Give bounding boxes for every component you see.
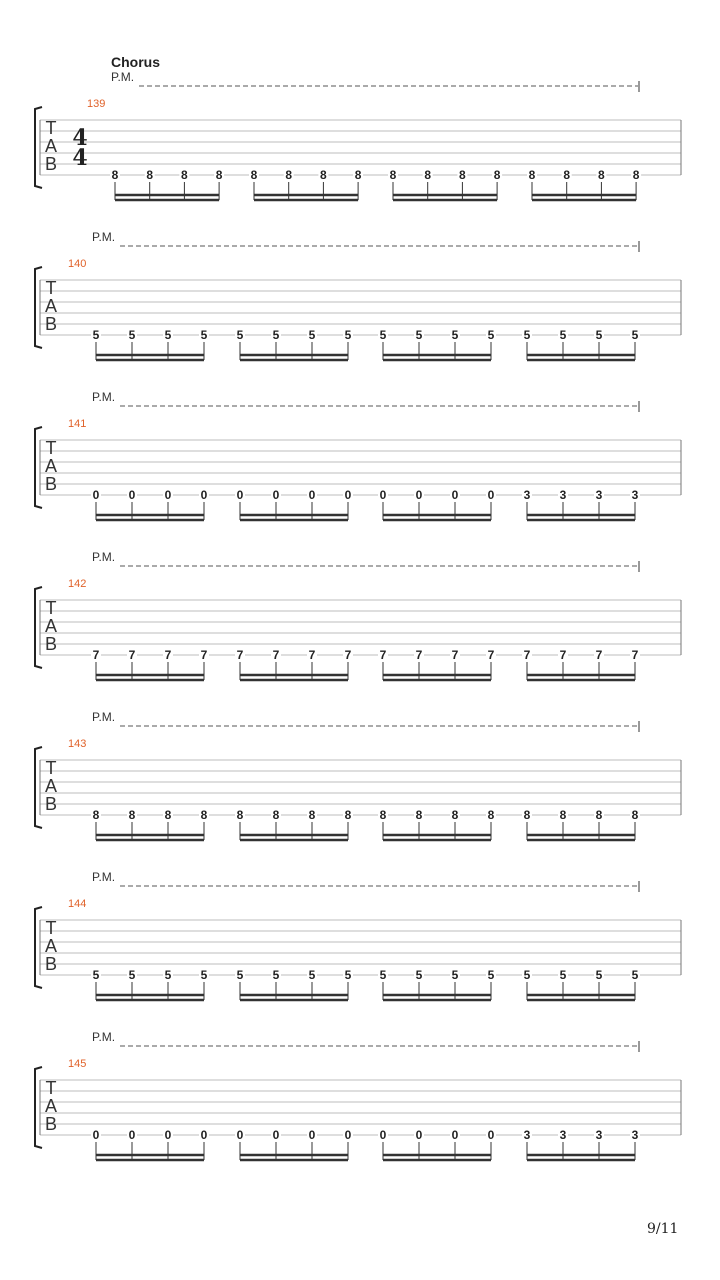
- palm-mute-label: P.M.: [92, 550, 116, 564]
- fret-number: 5: [631, 328, 639, 342]
- fret-number: 0: [451, 1128, 459, 1142]
- fret-number: 5: [487, 968, 495, 982]
- fret-number: 0: [487, 1128, 495, 1142]
- system-bracket: [35, 907, 42, 988]
- fret-number: 3: [631, 488, 639, 502]
- fret-number: 0: [308, 1128, 316, 1142]
- tab-system: [35, 710, 681, 840]
- fret-number: 8: [111, 168, 119, 182]
- fret-number: 7: [523, 648, 531, 662]
- fret-number: 5: [523, 968, 531, 982]
- fret-number: 0: [92, 1128, 100, 1142]
- fret-number: 7: [200, 648, 208, 662]
- tab-clef-letter: B: [44, 794, 58, 814]
- tab-clef-letter: T: [45, 438, 57, 458]
- fret-number: 8: [164, 808, 172, 822]
- palm-mute-label: P.M.: [92, 870, 116, 884]
- measure-number: 141: [68, 418, 87, 430]
- fret-number: 5: [595, 328, 603, 342]
- fret-number: 8: [146, 168, 154, 182]
- fret-number: 7: [451, 648, 459, 662]
- fret-number: 3: [631, 1128, 639, 1142]
- tab-clef-letter: B: [44, 314, 58, 334]
- fret-number: 5: [200, 328, 208, 342]
- fret-number: 5: [344, 968, 352, 982]
- fret-number: 7: [236, 648, 244, 662]
- fret-number: 8: [379, 808, 387, 822]
- fret-number: 0: [236, 488, 244, 502]
- fret-number: 8: [272, 808, 280, 822]
- fret-number: 8: [415, 808, 423, 822]
- fret-number: 5: [379, 328, 387, 342]
- fret-number: 5: [344, 328, 352, 342]
- tab-clef-letter: B: [44, 954, 58, 974]
- measure-number: 145: [68, 1058, 87, 1070]
- system-bracket: [35, 107, 42, 188]
- fret-number: 8: [559, 808, 567, 822]
- tab-system: [35, 70, 681, 200]
- palm-mute-label: P.M.: [92, 390, 116, 404]
- fret-number: 7: [272, 648, 280, 662]
- fret-number: 8: [459, 168, 466, 182]
- fret-number: 7: [487, 648, 495, 662]
- fret-number: 0: [128, 488, 136, 502]
- fret-number: 0: [236, 1128, 244, 1142]
- fret-number: 5: [128, 968, 136, 982]
- system-bracket: [35, 587, 42, 668]
- fret-number: 8: [632, 168, 640, 182]
- fret-number: 5: [451, 328, 459, 342]
- fret-number: 5: [200, 968, 208, 982]
- fret-number: 8: [181, 168, 188, 182]
- system-bracket: [35, 1067, 42, 1148]
- fret-number: 8: [200, 808, 208, 822]
- fret-number: 0: [164, 488, 172, 502]
- tab-system: [35, 390, 681, 520]
- fret-number: 0: [92, 488, 100, 502]
- tab-system: [35, 230, 681, 360]
- fret-number: 8: [451, 808, 459, 822]
- tab-clef-letter: A: [44, 136, 58, 156]
- palm-mute-label: P.M.: [92, 1030, 116, 1044]
- palm-mute-label: P.M.: [92, 710, 116, 724]
- tab-system: [35, 870, 681, 1000]
- fret-number: 5: [236, 328, 244, 342]
- fret-number: 7: [92, 648, 100, 662]
- fret-number: 8: [320, 168, 327, 182]
- fret-number: 8: [92, 808, 100, 822]
- time-signature-top: 4: [72, 125, 88, 151]
- fret-number: 0: [415, 488, 423, 502]
- fret-number: 8: [563, 168, 571, 182]
- fret-number: 5: [272, 968, 280, 982]
- fret-number: 0: [200, 488, 208, 502]
- fret-number: 0: [272, 1128, 280, 1142]
- fret-number: 0: [308, 488, 316, 502]
- measure-number: 142: [68, 578, 87, 590]
- fret-number: 3: [595, 488, 603, 502]
- fret-number: 5: [164, 968, 172, 982]
- fret-number: 8: [389, 168, 397, 182]
- section-title: Chorus: [111, 54, 160, 70]
- fret-number: 5: [236, 968, 244, 982]
- fret-number: 5: [164, 328, 172, 342]
- fret-number: 8: [598, 168, 605, 182]
- fret-number: 8: [250, 168, 258, 182]
- tab-clef-letter: A: [44, 936, 58, 956]
- tab-clef-letter: B: [44, 154, 58, 174]
- fret-number: 3: [595, 1128, 603, 1142]
- fret-number: 0: [344, 488, 352, 502]
- palm-mute-label: P.M.: [92, 230, 116, 244]
- fret-number: 8: [215, 168, 223, 182]
- tab-clef-letter: T: [45, 278, 57, 298]
- tab-clef-letter: A: [44, 616, 58, 636]
- fret-number: 0: [451, 488, 459, 502]
- fret-number: 0: [415, 1128, 423, 1142]
- fret-number: 5: [92, 968, 100, 982]
- fret-number: 0: [344, 1128, 352, 1142]
- fret-number: 8: [128, 808, 136, 822]
- fret-number: 5: [415, 968, 423, 982]
- fret-number: 3: [559, 488, 567, 502]
- fret-number: 8: [344, 808, 352, 822]
- fret-number: 0: [487, 488, 495, 502]
- fret-number: 8: [528, 168, 536, 182]
- fret-number: 5: [487, 328, 495, 342]
- fret-number: 7: [164, 648, 172, 662]
- tab-clef-letter: A: [44, 296, 58, 316]
- fret-number: 5: [272, 328, 280, 342]
- fret-number: 8: [236, 808, 244, 822]
- fret-number: 8: [354, 168, 362, 182]
- measure-number: 140: [68, 258, 87, 270]
- fret-number: 5: [308, 328, 316, 342]
- palm-mute-label: P.M.: [111, 70, 135, 84]
- fret-number: 8: [285, 168, 293, 182]
- fret-number: 3: [523, 488, 531, 502]
- fret-number: 3: [559, 1128, 567, 1142]
- measure-number: 144: [68, 898, 87, 910]
- system-bracket: [35, 427, 42, 508]
- time-signature-bottom: 4: [72, 145, 88, 171]
- fret-number: 0: [379, 1128, 387, 1142]
- fret-number: 5: [92, 328, 100, 342]
- fret-number: 8: [487, 808, 495, 822]
- fret-number: 5: [415, 328, 423, 342]
- measure-number: 143: [68, 738, 87, 750]
- system-bracket: [35, 747, 42, 828]
- tab-clef-letter: B: [44, 634, 58, 654]
- fret-number: 7: [559, 648, 567, 662]
- tab-clef-letter: T: [45, 758, 57, 778]
- fret-number: 0: [200, 1128, 208, 1142]
- fret-number: 7: [415, 648, 423, 662]
- fret-number: 0: [272, 488, 280, 502]
- tab-clef-letter: B: [44, 1114, 58, 1134]
- tab-clef-letter: A: [44, 456, 58, 476]
- fret-number: 8: [523, 808, 531, 822]
- tab-clef-letter: T: [45, 918, 57, 938]
- fret-number: 7: [631, 648, 639, 662]
- fret-number: 8: [308, 808, 316, 822]
- fret-number: 7: [128, 648, 136, 662]
- fret-number: 0: [379, 488, 387, 502]
- tab-clef-letter: T: [45, 118, 57, 138]
- fret-number: 0: [128, 1128, 136, 1142]
- fret-number: 7: [308, 648, 316, 662]
- tab-system: [35, 550, 681, 680]
- fret-number: 5: [559, 328, 567, 342]
- fret-number: 5: [631, 968, 639, 982]
- fret-number: 5: [595, 968, 603, 982]
- tab-system: [35, 1030, 681, 1160]
- system-bracket: [35, 267, 42, 348]
- tab-clef-letter: A: [44, 776, 58, 796]
- fret-number: 5: [308, 968, 316, 982]
- fret-number: 8: [424, 168, 432, 182]
- fret-number: 8: [595, 808, 603, 822]
- page-number: 9/11: [647, 1221, 679, 1237]
- fret-number: 5: [559, 968, 567, 982]
- fret-number: 5: [128, 328, 136, 342]
- fret-number: 7: [344, 648, 352, 662]
- fret-number: 8: [631, 808, 639, 822]
- tab-clef-letter: A: [44, 1096, 58, 1116]
- measure-number: 139: [87, 98, 106, 110]
- fret-number: 7: [379, 648, 387, 662]
- fret-number: 7: [595, 648, 603, 662]
- tab-clef-letter: T: [45, 1078, 57, 1098]
- tab-clef-letter: T: [45, 598, 57, 618]
- fret-number: 5: [523, 328, 531, 342]
- tab-clef-letter: B: [44, 474, 58, 494]
- fret-number: 5: [379, 968, 387, 982]
- fret-number: 0: [164, 1128, 172, 1142]
- fret-number: 5: [451, 968, 459, 982]
- fret-number: 3: [523, 1128, 531, 1142]
- fret-number: 8: [493, 168, 501, 182]
